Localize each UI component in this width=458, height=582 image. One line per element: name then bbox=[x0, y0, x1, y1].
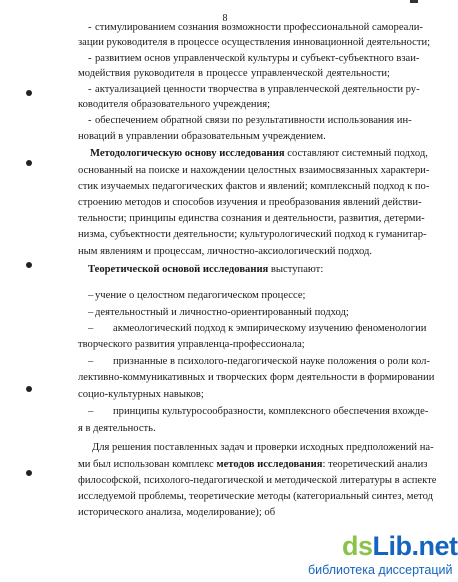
binding-hole-mark bbox=[26, 470, 32, 476]
text-line: акмеологический подход к эмпирическому изучению феноменологии bbox=[113, 323, 427, 334]
text-line: творческого развития управленца-профессионала; bbox=[78, 339, 305, 350]
watermark-subtitle: библиотека диссертаций bbox=[308, 563, 453, 577]
list-dash: – bbox=[88, 290, 94, 301]
binding-hole-mark bbox=[26, 386, 32, 392]
list-dash: - bbox=[88, 115, 92, 126]
list-dash: – bbox=[88, 356, 94, 367]
watermark-logo: dsLib.net bbox=[342, 531, 458, 561]
text-line: учение о целостном педагогическом процессе; bbox=[95, 290, 306, 301]
text-line: философской, психолого-педагогической и методической литературы в аспекте bbox=[78, 475, 437, 486]
list-dash: - bbox=[88, 22, 92, 33]
text-line: основанный на поиске и нахождении целостных взаимосвязанных характери- bbox=[78, 165, 430, 176]
binding-hole-mark bbox=[26, 160, 32, 166]
text-line: ководителя образовательного учреждения; bbox=[78, 99, 271, 110]
text-line: тельности; принципы единства сознания и деятельности, развития, детерми- bbox=[78, 213, 425, 224]
text-line: стик изучаемых педагогических фактов и явлений; комплексный подход к по- bbox=[78, 181, 430, 192]
text-line: обеспечением обратной связи по результативности использования ин- bbox=[95, 115, 412, 126]
binding-hole-mark bbox=[26, 262, 32, 268]
text-line: ным явлениям и процессам, личностно-аксиологический подход. bbox=[78, 246, 373, 257]
text-line: социо-культурных навыков; bbox=[78, 389, 204, 400]
text-line: актуализацией ценности творчества в управленческой деятельности ру- bbox=[95, 84, 420, 95]
bold-term: Теоретической основой исследования bbox=[88, 264, 269, 275]
text-line: Методологическую основу исследования составляют системный подход, bbox=[90, 148, 428, 159]
text-line: строению методов и способов изучения и преобразования явлений действи- bbox=[78, 197, 422, 208]
watermark bbox=[306, 529, 458, 581]
text-line: признанные в психолого-педагогической науке положения о роли кол- bbox=[113, 356, 430, 367]
text-line: низма, субъектности деятельности; культурологический подход к гуманитар- bbox=[78, 229, 427, 240]
text-line: принципы культуросообразности, комплексного обеспечения вхожде- bbox=[113, 406, 429, 417]
text-line: новаций в управлении образовательным учреждением. bbox=[78, 131, 326, 142]
list-dash: - bbox=[88, 84, 92, 95]
text-line: деятельностный и личностно-ориентированный подход; bbox=[95, 307, 349, 318]
text-line: исторического анализа, моделирование); об bbox=[78, 507, 276, 518]
text-line: лективно-коммуникативных и творческих форм деятельности в формировании bbox=[78, 372, 435, 383]
text-line: стимулированием сознания возможности профессиональной самореали- bbox=[95, 22, 423, 33]
list-dash: - bbox=[88, 53, 92, 64]
bold-term: Методологическую основу исследования bbox=[90, 148, 285, 159]
list-dash: – bbox=[88, 307, 94, 318]
list-dash: – bbox=[88, 323, 94, 334]
text-line: модействия руководителя в процессе управленческой деятельности; bbox=[78, 68, 390, 79]
text-line: Для решения поставленных задач и проверки исходных предположений на- bbox=[92, 442, 434, 453]
text-line: я в деятельность. bbox=[78, 423, 156, 434]
list-dash: – bbox=[88, 406, 94, 417]
bold-term: методов исследования bbox=[216, 459, 323, 470]
text-line: развитием основ управленческой культуры и субъект-субъектного взаи- bbox=[95, 53, 420, 64]
text-line: Теоретической основой исследования выступают: bbox=[88, 264, 324, 275]
text-line: ми был использован комплекс методов исследования: теоретический анализ bbox=[78, 459, 428, 470]
binding-hole-mark bbox=[26, 90, 32, 96]
text-line: зации руководителя в процессе осуществления инновационной деятельности; bbox=[78, 37, 431, 48]
text-line: исследуемой проблемы, теоретические методы (категориальный синтез, метод bbox=[78, 491, 434, 502]
page-number: 8 bbox=[222, 13, 228, 24]
scan-smudge bbox=[410, 0, 418, 3]
